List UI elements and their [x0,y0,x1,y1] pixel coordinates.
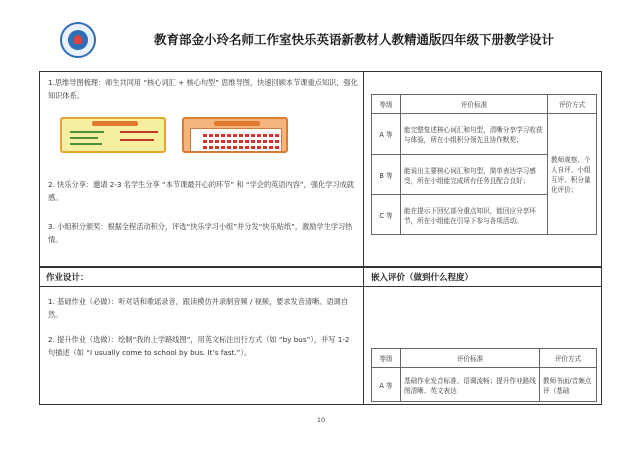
col-standard: 评价标准 [401,95,548,114]
paragraph-mindmap: 1.思维导图梳理：师生共同用 “核心词汇 + 核心句型” 思维导图，快速回顾本节课重点知识，强化知识体系。 [48,78,358,100]
standard-b: 能说出主要核心词汇和句型，简单表达学习感受，所在小组能完成所有任务且配合良好； [401,155,548,195]
homework-heading: 作业设计： [46,273,89,283]
grade-b: B 等 [372,155,401,195]
paragraph-award: 3. 小组积分颁奖：根据全程活动积分，评选“快乐学习小组”并分发“快乐贴纸”，激励学生学习热情。 [48,222,353,244]
evaluation-method: 教师观察、个人自评、小组互评、积分量化评价； [548,114,597,235]
evaluation-table-top [371,94,597,235]
page-number: 10 [316,416,326,424]
col-grade-2: 等级 [372,349,401,368]
col-method-2: 评价方式 [540,349,597,368]
col-grade: 等级 [372,95,401,114]
method-a-2: 教师书面/音频点评（基础 [540,368,597,402]
standard-a: 能完整复述核心词汇和句型，清晰分享学习收获与体验，所在小组积分领先且协作默契； [401,114,548,155]
homework-advanced: 2. 提升作业（选做）：绘制“我的上学路线图”，用英文标注出行方式（如 “by bus”），并写 1-2 句描述（如 “I usually come to school by bus. It’s fast.”）。 [48,335,350,357]
homework-section [39,287,602,405]
col-standard-2: 评价标准 [401,349,540,368]
page-title: 教育部金小玲名师工作室快乐英语新教材人教精通版四年级下册教学设计 [153,32,554,47]
school-logo [60,22,96,58]
standard-c: 能在提示下回忆部分重点知识，能回应分享环节，所在小组能在引导下参与各项活动。 [401,195,548,235]
lesson-slides [60,117,290,153]
evaluation-slide [182,117,288,153]
grade-a: A 等 [372,114,401,155]
col-method: 评价方式 [548,95,597,114]
evaluation-table-bottom [371,348,597,402]
standard-a-2: 基础作业发音标准、语调流畅；提升作业路线图清晰、英文表达 [401,368,540,402]
homework-basic: 1. 基础作业（必做）：听对话和歌谣录音，跟读模仿并录制音频 / 视频，要求发音清晰、语调自然。 [48,297,349,319]
grade-c: C 等 [372,195,401,235]
summary-slide [60,117,166,153]
paragraph-sharing: 2. 快乐分享：邀请 2-3 名学生分享 “本节课最开心的环节” 和 “学会的英语内容”，强化学习成就感。 [48,180,354,202]
homework-header-row [39,267,602,287]
grade-a-2: A 等 [372,368,401,402]
activity-section [39,71,602,267]
embedded-eval-heading: 嵌入评价（做到什么程度） [371,273,474,283]
